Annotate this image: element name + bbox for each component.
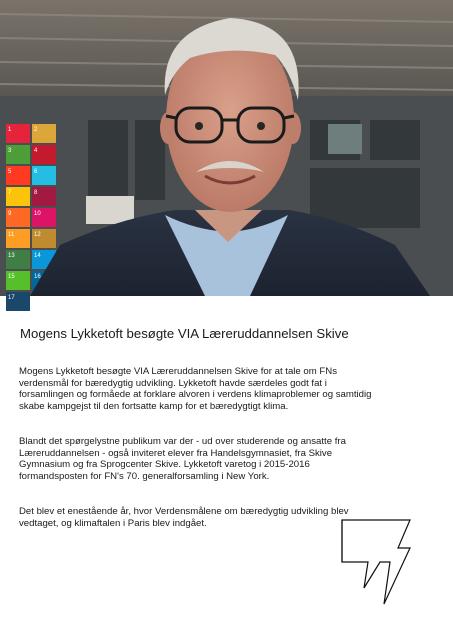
paragraph-audience: Blandt det spørgelystne publikum var der - ud over studerende og ansatte fra Læreruddannelsen - også inviteret elever fra Handelsgymnasiet, fra Skive Gymnasium og fra Sprogcenter Skive. Lykketoft varetog i 2015-2016 formandsposten for FN's 70. generalforsamling i New York. xyxy=(19,436,346,482)
window xyxy=(328,124,362,154)
sdg-tile-number: 2 xyxy=(34,127,38,133)
sdg-tile-number: 15 xyxy=(8,274,15,280)
sdg-tile-number: 16 xyxy=(34,274,41,280)
article-title: Mogens Lykketoft besøgte VIA Læreruddannelsen Skive xyxy=(20,326,349,341)
sdg-tile-number: 1 xyxy=(8,127,12,133)
sdg-tile-number: 6 xyxy=(34,169,38,175)
paragraph-intro: Mogens Lykketoft besøgte VIA Læreruddannelsen Skive for at tale om FNs verdensmål for bæredygtig udvikling. Lykketoft havde særdeles godt fat i forsamlingen og formåede at forklare alvoren i verdens klimaproblemer og samtidig skabe kampgejst til den fortsatte kamp for et bæredygtigt klima. xyxy=(19,366,372,412)
sdg-tile-number: 3 xyxy=(8,148,12,154)
sdg-tile-number: 12 xyxy=(34,232,41,238)
sdg-tile-number: 14 xyxy=(34,253,41,259)
sign-box xyxy=(86,196,134,224)
quote-mark-logo xyxy=(340,518,412,606)
sdg-tile-number: 17 xyxy=(8,295,15,301)
sdg-tile-number: 8 xyxy=(34,190,38,196)
paragraph-outcome: Det blev et enestående år, hvor Verdensmålene om bæredygtig udvikling blev vedtaget, og klimaftalen i Paris blev indgået. xyxy=(19,506,349,529)
sdg-tile-number: 10 xyxy=(34,211,41,217)
sdg-tile-number: 4 xyxy=(34,148,38,154)
sdg-tile-number: 5 xyxy=(8,169,12,175)
header-photo xyxy=(0,0,453,301)
photo-illustration xyxy=(0,0,453,301)
sdg-tile-number: 13 xyxy=(8,253,15,259)
sdg-tile-number: 9 xyxy=(8,211,12,217)
article xyxy=(0,296,453,640)
sdg-tile-number: 7 xyxy=(8,190,12,196)
sdg-tile-number: 11 xyxy=(8,232,15,238)
